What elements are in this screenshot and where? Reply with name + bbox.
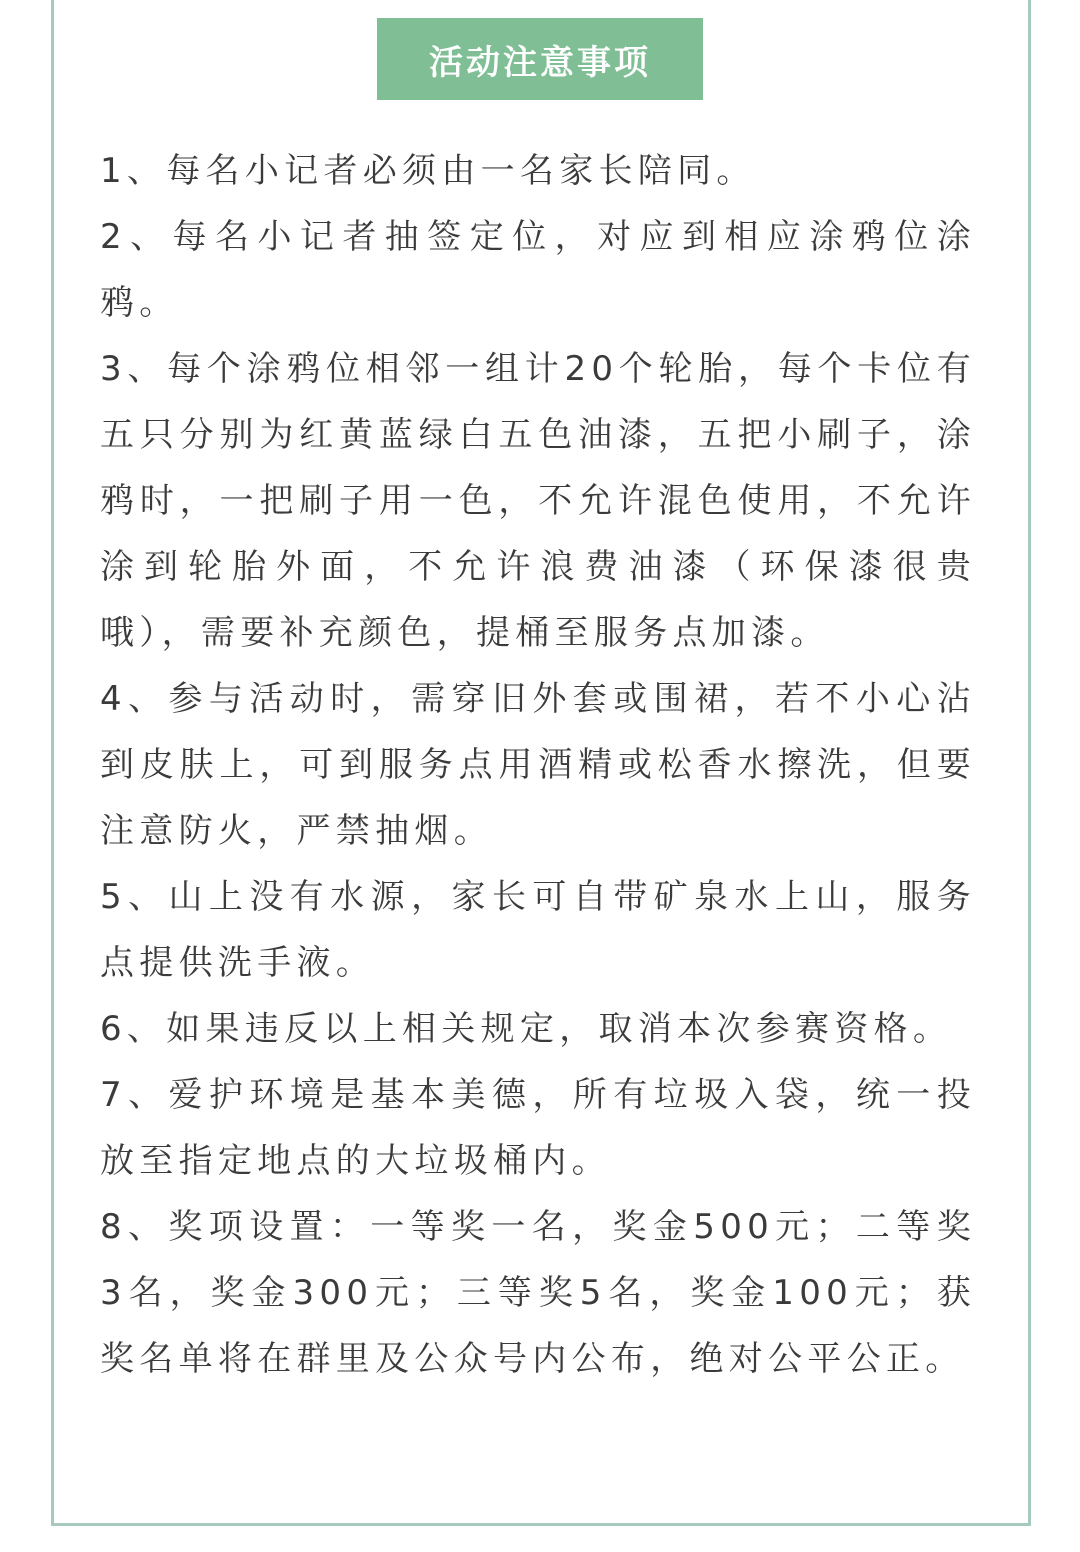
notice-item-8: 8、奖项设置：一等奖一名，奖金500元；二等奖3名，奖金300元；三等奖5名，奖金100元；获奖名单将在群里及公众号内公布，绝对公平公正。 bbox=[100, 1207, 976, 1379]
page-title: 活动注意事项 bbox=[429, 42, 651, 83]
notice-item-3: 3、每个涂鸦位相邻一组计20个轮胎，每个卡位有五只分别为红黄蓝绿白五色油漆，五把小刷子，涂鸦时，一把刷子用一色，不允许混色使用，不允许涂到轮胎外面，不允许浪费油漆（环保漆很贵哦），需要补充颜色，提桶至服务点加漆。 bbox=[100, 349, 976, 653]
title-banner bbox=[377, 18, 703, 100]
notice-item-7: 7、爱护环境是基本美德，所有垃圾入袋，统一投放至指定地点的大垃圾桶内。 bbox=[100, 1075, 976, 1181]
notice-item-1: 1、每名小记者必须由一名家长陪同。 bbox=[100, 151, 756, 191]
notice-item-2: 2、每名小记者抽签定位，对应到相应涂鸦位涂鸦。 bbox=[100, 217, 976, 323]
notice-item-4: 4、参与活动时，需穿旧外套或围裙，若不小心沾到皮肤上，可到服务点用酒精或松香水擦洗，但要注意防火，严禁抽烟。 bbox=[100, 679, 976, 851]
notice-item-5: 5、山上没有水源，家长可自带矿泉水上山，服务点提供洗手液。 bbox=[100, 877, 976, 983]
notice-item-6: 6、如果违反以上相关规定，取消本次参赛资格。 bbox=[100, 1009, 953, 1049]
notice-list bbox=[100, 138, 976, 1392]
